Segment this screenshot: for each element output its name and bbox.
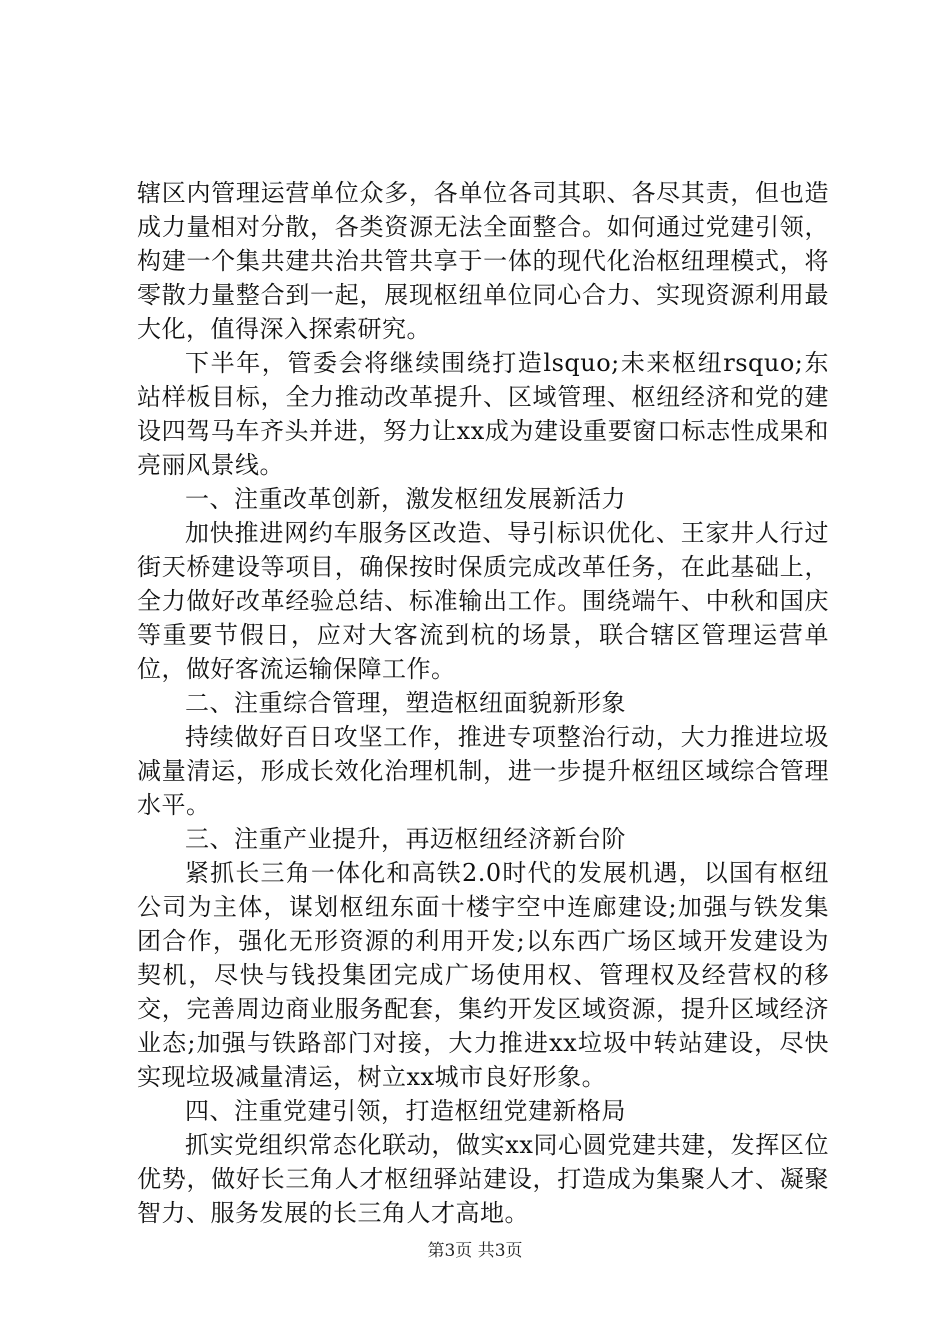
document-body (137, 176, 829, 1230)
paragraph-reform: 加快推进网约车服务区改造、导引标识优化、王家井人行过街天桥建设等项目，确保按时保质完成改革任务，在此基础上，全力做好改革经验总结、标准输出工作。围绕端午、中秋和国庆等重要节假日，应对大客流到杭的场景，联合辖区管理运营单位，做好客流运输保障工作。 (137, 519, 829, 683)
section-heading-party-building: 四、注重党建引领，打造枢纽党建新格局 (185, 1097, 626, 1125)
paragraph-intro: 辖区内管理运营单位众多，各单位各司其职、各尽其责，但也造成力量相对分散，各类资源无法全面整合。如何通过党建引领，构建一个集共建共治共管共享于一体的现代化治枢纽理模式，将零散力量整合到一起，展现枢纽单位同心合力、实现资源利用最大化，值得深入探索研究。 (137, 179, 829, 343)
section-heading-reform: 一、注重改革创新，激发枢纽发展新活力 (185, 485, 626, 513)
paragraph-industry: 紧抓长三角一体化和高铁2.0时代的发展机遇，以国有枢纽公司为主体，谋划枢纽东面十楼宇空中连廊建设;加强与铁发集团合作，强化无形资源的利用开发;以东西广场区域开发建设为契机，尽快与钱投集团完成广场使用权、管理权及经营权的移交，完善周边商业服务配套，集约开发区域资源，提升区域经济业态;加强与铁路部门对接，大力推进xx垃圾中转站建设，尽快实现垃圾减量清运，树立xx城市良好形象。 (137, 859, 829, 1091)
paragraph-management: 持续做好百日攻坚工作，推进专项整治行动，大力推进垃圾减量清运，形成长效化治理机制，进一步提升枢纽区域综合管理水平。 (137, 723, 829, 819)
paragraph-party-building: 抓实党组织常态化联动，做实xx同心圆党建共建，发挥区位优势，做好长三角人才枢纽驿站建设，打造成为集聚人才、凝聚智力、服务发展的长三角人才高地。 (137, 1131, 829, 1227)
section-heading-management: 二、注重综合管理，塑造枢纽面貌新形象 (185, 689, 626, 717)
section-heading-industry: 三、注重产业提升，再迈枢纽经济新台阶 (185, 825, 626, 853)
page-number-footer: 第3页 共3页 (427, 1241, 523, 1261)
paragraph-second-half-plan: 下半年，管委会将继续围绕打造lsquo;未来枢纽rsquo;东站样板目标，全力推动改革提升、区域管理、枢纽经济和党的建设四驾马车齐头并进，努力让xx成为建设重要窗口标志性成果和亮丽风景线。 (137, 349, 829, 479)
